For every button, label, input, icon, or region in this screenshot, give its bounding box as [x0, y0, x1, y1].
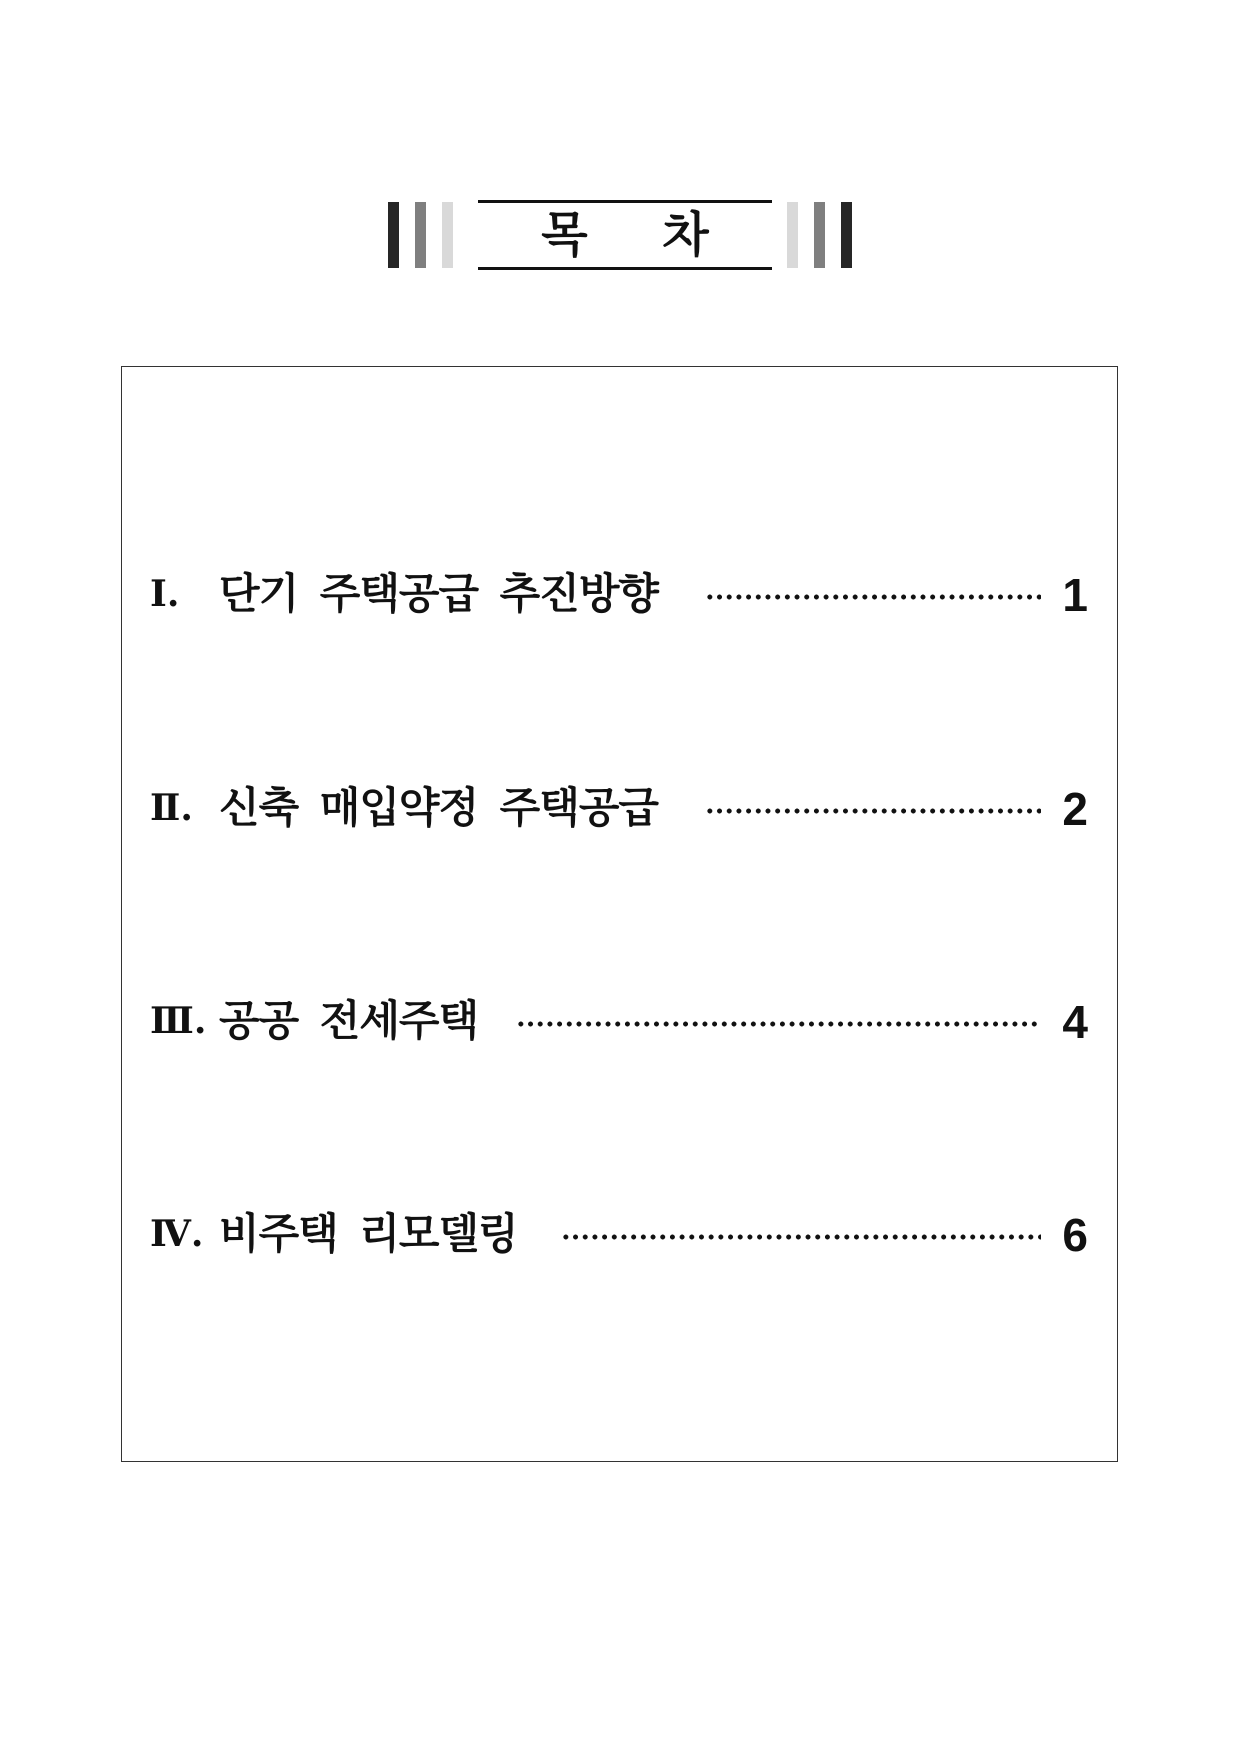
toc-page-number: 6	[1062, 1209, 1088, 1261]
decorative-bar-right-dark	[841, 202, 852, 268]
dot-leader	[516, 1020, 1041, 1028]
toc-entry-1[interactable]	[150, 560, 1088, 630]
toc-numeral: Ⅳ.	[150, 1213, 204, 1255]
title-box	[478, 200, 772, 270]
toc-page-number: 2	[1062, 783, 1088, 835]
toc-numeral: Ⅱ.	[150, 787, 193, 829]
decorative-bar-left-dark	[388, 202, 399, 268]
toc-title: 비주택 리모델링	[219, 1209, 518, 1258]
toc-title: 공공 전세주택	[219, 996, 479, 1045]
toc-page-number: 1	[1062, 569, 1088, 621]
decorative-bar-left-light	[442, 202, 453, 268]
toc-title: 단기 주택공급 추진방향	[219, 569, 658, 618]
dot-leader	[561, 1233, 1041, 1241]
toc-frame	[121, 366, 1118, 1462]
toc-entry-4[interactable]	[150, 1200, 1088, 1270]
toc-title: 신축 매입약정 주택공급	[219, 783, 658, 832]
toc-numeral: Ⅲ.	[150, 1000, 207, 1042]
decorative-bar-right-light	[787, 202, 798, 268]
page-title: 목 차	[541, 207, 709, 263]
title-banner	[388, 200, 862, 270]
decorative-bar-left-mid	[415, 202, 426, 268]
toc-entry-3[interactable]	[150, 987, 1088, 1057]
decorative-bar-right-mid	[814, 202, 825, 268]
toc-page-number: 4	[1062, 996, 1088, 1048]
dot-leader	[705, 593, 1041, 601]
dot-leader	[705, 807, 1041, 815]
toc-numeral: Ⅰ.	[150, 573, 180, 615]
toc-entry-2[interactable]	[150, 774, 1088, 844]
